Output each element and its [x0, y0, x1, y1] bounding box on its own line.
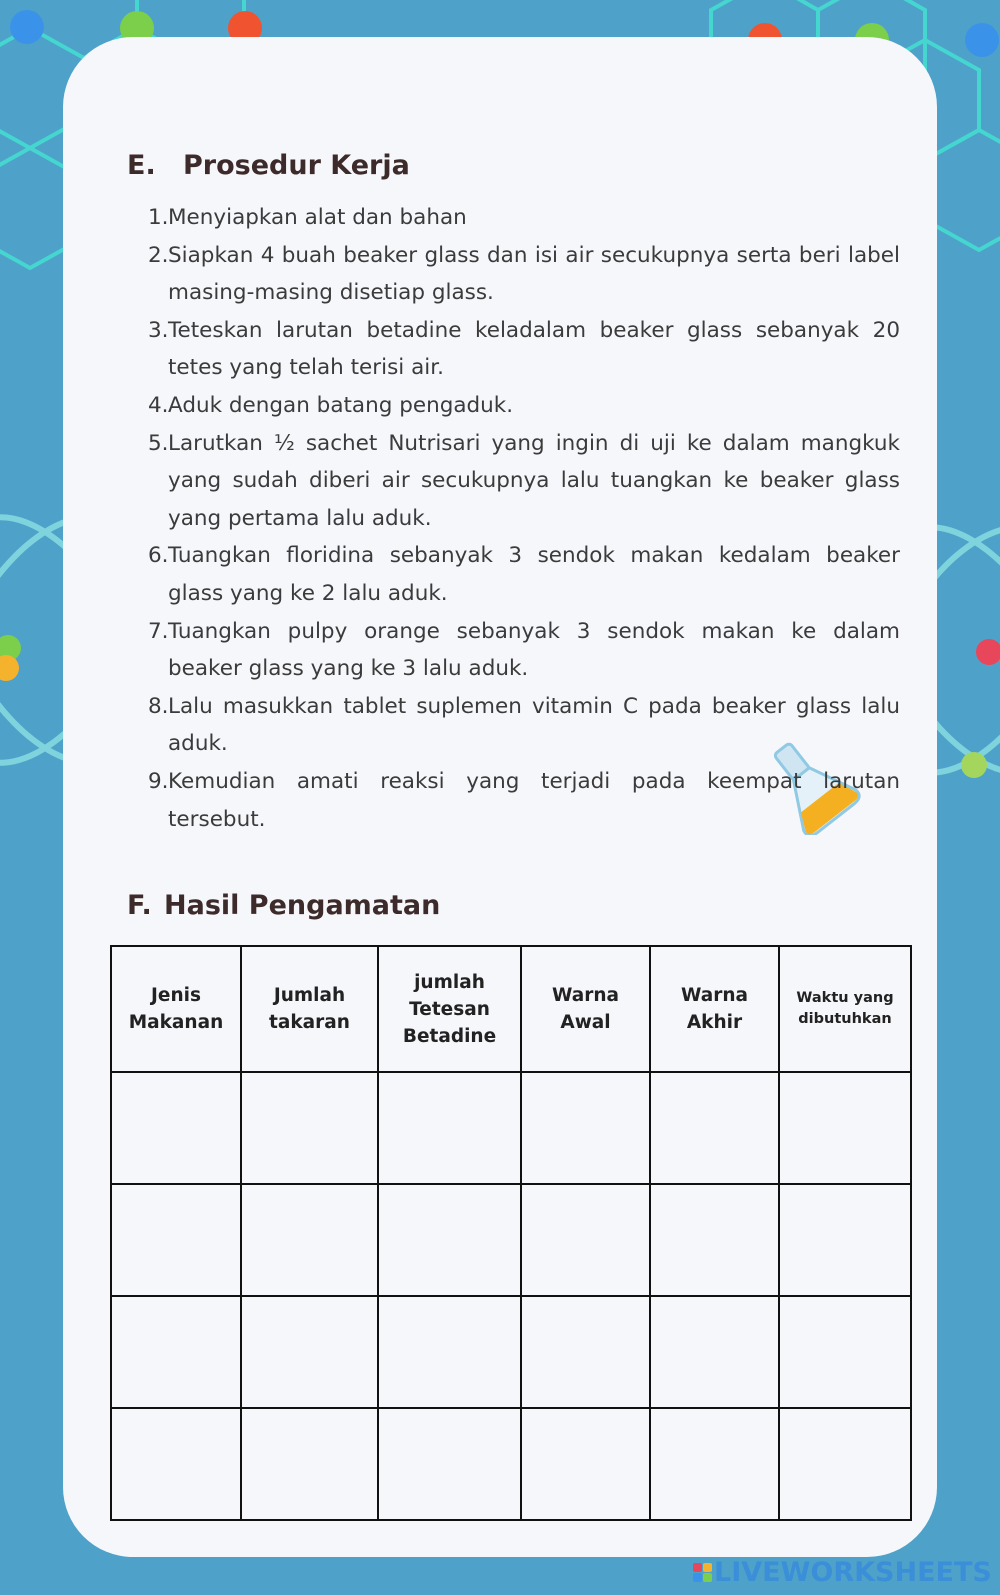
section-e-title: Prosedur Kerja — [183, 150, 410, 181]
table-cell-input[interactable] — [521, 1408, 650, 1520]
procedure-step-1 — [148, 199, 900, 237]
procedure-step-9 — [148, 763, 900, 838]
procedure-step-3 — [148, 312, 900, 387]
table-cell-input[interactable] — [779, 1072, 911, 1184]
table-cell-input[interactable] — [111, 1184, 241, 1296]
section-f-heading — [127, 890, 440, 921]
header-line: Betadine — [402, 1025, 497, 1047]
table-cell-input[interactable] — [521, 1184, 650, 1296]
header-line: takaran — [269, 1012, 350, 1033]
step-number: 4. — [148, 392, 169, 418]
liveworksheets-watermark — [693, 1555, 992, 1589]
section-f-letter: F. — [127, 890, 152, 921]
header-warna-akhir — [650, 946, 779, 1072]
step-text: Tuangkan pulpy orange sebanyak 3 sendok makan ke dalam beaker glass yang ke 3 lalu aduk. — [168, 618, 900, 682]
table-cell-input[interactable] — [241, 1296, 378, 1408]
table-cell-input[interactable] — [650, 1072, 779, 1184]
header-line: Awal — [560, 1012, 611, 1033]
procedure-step-2 — [148, 237, 900, 312]
table-cell-input[interactable] — [111, 1408, 241, 1520]
header-line: Jumlah — [273, 985, 346, 1006]
header-line: Jenis — [151, 985, 201, 1006]
header-line: jumlah — [414, 971, 485, 993]
table-cell-input[interactable] — [779, 1296, 911, 1408]
header-line: Tetesan — [409, 998, 490, 1020]
header-line: dibutuhkan — [798, 1011, 892, 1027]
step-number: 9. — [148, 768, 169, 794]
table-cell-input[interactable] — [650, 1408, 779, 1520]
table-cell-input[interactable] — [779, 1184, 911, 1296]
table-cell-input[interactable] — [779, 1408, 911, 1520]
table-cell-input[interactable] — [241, 1072, 378, 1184]
header-line: Akhir — [686, 1012, 743, 1033]
step-text: Aduk dengan batang pengaduk. — [168, 392, 514, 418]
table-cell-input[interactable] — [650, 1184, 779, 1296]
table-cell-input[interactable] — [378, 1072, 521, 1184]
step-text: Tuangkan floridina sebanyak 3 sendok makan kedalam beaker glass yang ke 2 lalu aduk. — [168, 543, 900, 606]
procedure-step-5 — [148, 425, 900, 538]
liveworksheets-logo-icon — [693, 1563, 712, 1582]
procedure-step-8 — [148, 688, 900, 763]
table-cell-input[interactable] — [111, 1072, 241, 1184]
step-text: Lalu masukkan tablet suplemen vitamin C pada beaker glass lalu aduk. — [168, 693, 900, 757]
table-cell-input[interactable] — [241, 1408, 378, 1520]
step-number: 2. — [148, 242, 169, 268]
table-row — [111, 1184, 911, 1296]
step-number: 5. — [148, 430, 169, 456]
table-cell-input[interactable] — [241, 1184, 378, 1296]
step-number: 6. — [148, 543, 169, 569]
header-line: Warna — [680, 985, 748, 1006]
step-text: Siapkan 4 buah beaker glass dan isi air secukupnya serta beri label masing-masing disetiap glass. — [168, 242, 900, 306]
table-cell-input[interactable] — [521, 1072, 650, 1184]
step-number: 8. — [148, 693, 169, 719]
procedure-step-7 — [148, 613, 900, 688]
step-text: Larutkan ½ sachet Nutrisari yang ingin di uji ke dalam mangkuk yang sudah diberi air secukupnya lalu tuangkan ke beaker glass yang pertama lalu aduk. — [168, 430, 900, 531]
header-jumlah-tetesan-betadine — [378, 946, 521, 1072]
table-cell-input[interactable] — [378, 1296, 521, 1408]
header-line: Makanan — [128, 1012, 224, 1033]
watermark-text: LIVEWORKSHEETS — [714, 1556, 992, 1588]
procedure-step-4 — [148, 387, 900, 425]
step-text: Kemudian amati reaksi yang terjadi pada keempat larutan tersebut. — [168, 768, 900, 832]
header-jumlah-takaran — [241, 946, 378, 1072]
table-cell-input[interactable] — [111, 1296, 241, 1408]
procedure-step-6 — [148, 537, 900, 612]
procedure-list — [148, 199, 900, 838]
header-line: Waktu yang — [796, 990, 894, 1006]
section-e-heading — [127, 150, 410, 181]
step-text: Teteskan larutan betadine keladalam beaker glass sebanyak 20 tetes yang telah terisi air. — [168, 317, 900, 381]
step-text: Menyiapkan alat dan bahan — [168, 205, 467, 230]
step-number: 3. — [148, 317, 169, 343]
step-number: 1. — [148, 205, 169, 230]
section-f-title: Hasil Pengamatan — [164, 890, 441, 921]
table-cell-input[interactable] — [378, 1408, 521, 1520]
step-number: 7. — [148, 618, 169, 644]
header-warna-awal — [521, 946, 650, 1072]
header-jenis-makanan — [111, 946, 241, 1072]
table-row — [111, 1072, 911, 1184]
header-line: Warna — [551, 985, 619, 1006]
section-e-letter: E. — [127, 150, 156, 181]
header-waktu-dibutuhkan — [779, 946, 911, 1072]
table-cell-input[interactable] — [378, 1184, 521, 1296]
table-row — [111, 1408, 911, 1520]
table-cell-input[interactable] — [521, 1296, 650, 1408]
table-header-row — [111, 946, 911, 1072]
table-row — [111, 1296, 911, 1408]
table-cell-input[interactable] — [650, 1296, 779, 1408]
observation-table — [110, 945, 912, 1521]
